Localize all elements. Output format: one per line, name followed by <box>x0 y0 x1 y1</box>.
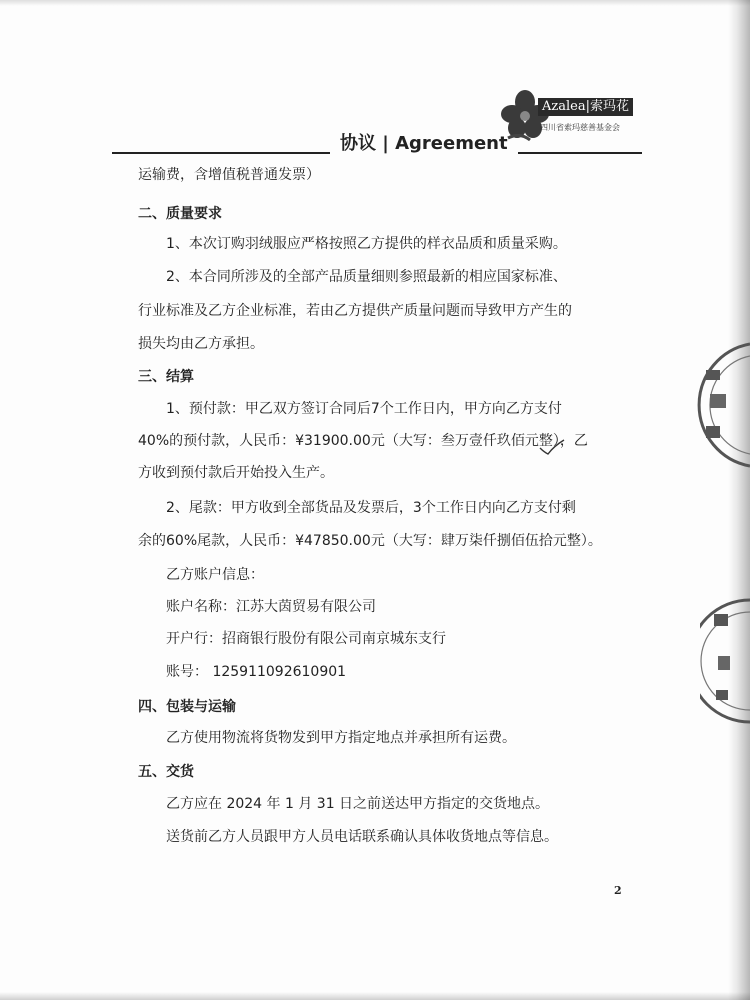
handwritten-check-mark <box>538 438 566 458</box>
logo-wordmark: Azalea|索玛花 <box>538 98 633 116</box>
scan-shadow-right <box>728 0 750 1000</box>
account-number-line: 账号： 125911092610901 <box>166 664 347 680</box>
partial-seal-stamp-upper <box>686 340 750 470</box>
partial-seal-stamp-lower <box>700 596 750 726</box>
scan-shadow-top <box>0 0 750 6</box>
bank-line: 开户行：招商银行股份有限公司南京城东支行 <box>166 631 446 647</box>
body-line: 行业标准及乙方企业标准，若由乙方提供产质量问题而导致甲方产生的 <box>138 303 572 319</box>
section-heading-settlement: 三、结算 <box>138 369 194 385</box>
foundation-logo <box>500 88 650 144</box>
body-line: 1、预付款：甲乙双方签订合同后7个工作日内，甲方向乙方支付 <box>166 401 562 417</box>
body-line: 1、本次订购羽绒服应严格按照乙方提供的样衣品质和质量采购。 <box>166 236 567 252</box>
page-title: 协议 | Agreement <box>330 130 518 158</box>
body-line: 乙方应在 2024 年 1 月 31 日之前送达甲方指定的交货地点。 <box>166 796 550 812</box>
body-line: 40%的预付款，人民币：¥31900.00元（大写：叁万壹仟玖佰元整），乙 <box>138 433 588 449</box>
account-name-line: 账户名称：江苏大茵贸易有限公司 <box>166 599 376 615</box>
azalea-flower-icon <box>500 88 550 144</box>
body-line: 损失均由乙方承担。 <box>138 336 264 352</box>
page-number: 2 <box>614 884 622 897</box>
section-heading-packaging: 四、包装与运输 <box>138 699 236 715</box>
body-line: 送货前乙方人员跟甲方人员电话联系确认具体收货地点等信息。 <box>166 829 558 845</box>
body-line: 运输费，含增值税普通发票） <box>138 167 320 183</box>
body-line: 乙方账户信息： <box>166 567 264 583</box>
logo-subtitle: 四川省索玛慈善基金会 <box>540 123 620 132</box>
body-line: 方收到预付款后开始投入生产。 <box>138 465 334 481</box>
body-line: 2、本合同所涉及的全部产品质量细则参照最新的相应国家标准、 <box>166 269 567 285</box>
body-line: 余的60%尾款，人民币：¥47850.00元（大写：肆万柒仟捌佰伍拾元整）。 <box>138 533 602 549</box>
section-heading-delivery: 五、交货 <box>138 764 194 780</box>
scan-shadow-bottom <box>0 992 750 1000</box>
section-heading-quality: 二、质量要求 <box>138 206 222 222</box>
body-line: 2、尾款：甲方收到全部货品及发票后，3个工作日内向乙方支付剩 <box>166 500 576 516</box>
body-line: 乙方使用物流将货物发到甲方指定地点并承担所有运费。 <box>166 730 516 746</box>
